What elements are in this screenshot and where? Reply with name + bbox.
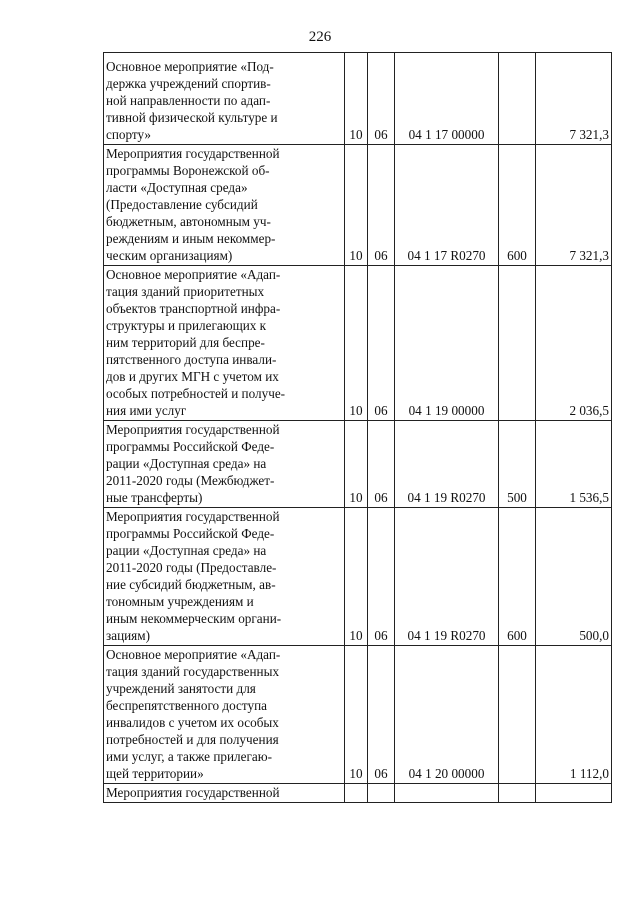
- table-row: [104, 784, 612, 803]
- amount: 7 321,3: [536, 145, 612, 266]
- row-name: Мероприятия государственной программы Воронежской об- ласти «Доступная среда» (Предоставление субсидий бюджетным, автономным уч- реждениям и иным некоммер- ческим организациям): [106, 146, 280, 263]
- row-name-cell: [104, 646, 345, 784]
- expense-type-code: 600: [499, 508, 536, 646]
- subsection-code: 06: [368, 646, 395, 784]
- row-name: Мероприятия государственной: [106, 785, 280, 800]
- target-article-code: 04 1 17 00000: [395, 53, 499, 145]
- amount: 2 036,5: [536, 266, 612, 421]
- expense-type-code: [499, 266, 536, 421]
- subsection-code: 06: [368, 53, 395, 145]
- section-code: 10: [345, 508, 368, 646]
- table-row: [104, 53, 612, 145]
- subsection-code: 06: [368, 508, 395, 646]
- budget-table: [103, 52, 612, 803]
- amount: 1 536,5: [536, 421, 612, 508]
- target-article-code: 04 1 20 00000: [395, 646, 499, 784]
- row-name-cell: [104, 508, 345, 646]
- section-code: 10: [345, 421, 368, 508]
- table-row: [104, 145, 612, 266]
- amount: [536, 784, 612, 803]
- row-name-cell: [104, 145, 345, 266]
- subsection-code: 06: [368, 421, 395, 508]
- section-code: 10: [345, 646, 368, 784]
- target-article-code: 04 1 19 00000: [395, 266, 499, 421]
- row-name: Основное мероприятие «Под- держка учреждений спортив- ной направленности по адап- тивной физической культуре и спорту»: [106, 59, 278, 142]
- amount: 500,0: [536, 508, 612, 646]
- table-row: [104, 646, 612, 784]
- table-row: [104, 421, 612, 508]
- expense-type-code: [499, 53, 536, 145]
- expense-type-code: 500: [499, 421, 536, 508]
- amount: 7 321,3: [536, 53, 612, 145]
- row-name: Основное мероприятие «Адап- тация зданий государственных учреждений занятости для беспрепятственного доступа инвалидов с учетом их особых потребностей и для получения ими услуг, а также прилегаю- щей территории»: [106, 647, 281, 781]
- subsection-code: 06: [368, 266, 395, 421]
- page-number: 226: [308, 29, 332, 45]
- amount: 1 112,0: [536, 646, 612, 784]
- row-name-cell: [104, 53, 345, 145]
- subsection-code: [368, 784, 395, 803]
- row-name-cell: [104, 266, 345, 421]
- expense-type-code: 600: [499, 145, 536, 266]
- target-article-code: 04 1 19 R0270: [395, 421, 499, 508]
- target-article-code: [395, 784, 499, 803]
- section-code: [345, 784, 368, 803]
- expense-type-code: [499, 646, 536, 784]
- section-code: 10: [345, 266, 368, 421]
- row-name-cell: [104, 784, 345, 803]
- section-code: 10: [345, 53, 368, 145]
- target-article-code: 04 1 19 R0270: [395, 508, 499, 646]
- expense-type-code: [499, 784, 536, 803]
- row-name-cell: [104, 421, 345, 508]
- row-name: Мероприятия государственной программы Российской Феде- рации «Доступная среда» на 2011-2020 годы (Межбюджет- ные трансферты): [106, 422, 280, 505]
- table-row: [104, 508, 612, 646]
- subsection-code: 06: [368, 145, 395, 266]
- target-article-code: 04 1 17 R0270: [395, 145, 499, 266]
- table-row: [104, 266, 612, 421]
- row-name: Основное мероприятие «Адап- тация зданий приоритетных объектов транспортной инфра- структуры и прилегающих к ним территорий для беспре- пятственного доступа инвали- дов и других МГН с учетом их особых потребностей и получе- ния ими услуг: [106, 267, 286, 418]
- row-name: Мероприятия государственной программы Российской Феде- рации «Доступная среда» на 2011-2020 годы (Предоставле- ние субсидий бюджетным, ав- тономным учреждениям и иным некоммерческим органи- зациям): [106, 509, 282, 643]
- section-code: 10: [345, 145, 368, 266]
